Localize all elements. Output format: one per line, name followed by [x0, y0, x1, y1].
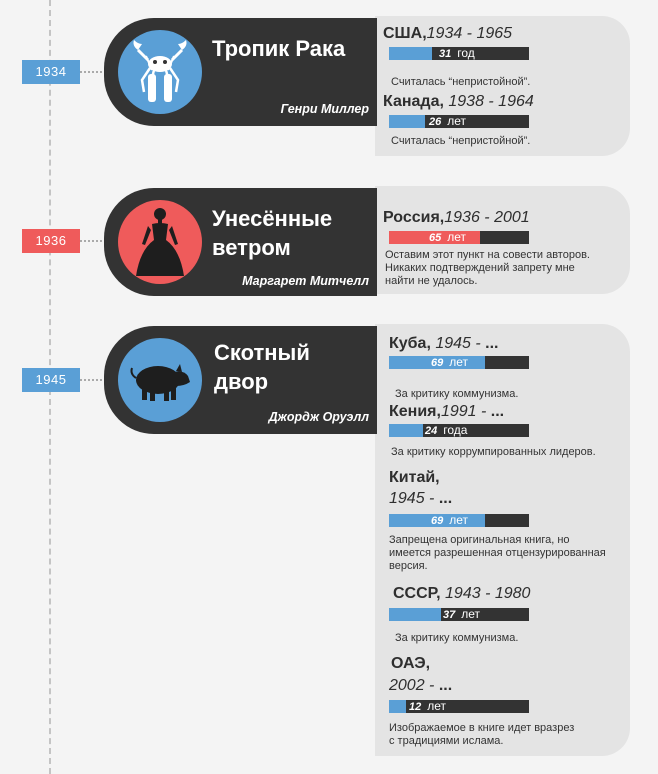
- ban-duration-unit: лет: [461, 607, 481, 621]
- ban-duration-value: 69: [431, 357, 444, 369]
- ban-note: Запрещена оригинальная книга, но имеется разрешенная отцензурированная версия.: [389, 534, 606, 572]
- ban-duration-unit: года: [443, 423, 468, 437]
- book-title: Тропик Рака: [212, 36, 346, 61]
- ban-duration-bar: [389, 47, 529, 60]
- crab-icon: [118, 30, 202, 114]
- ban-note: Изображаемое в книге идет вразрез с традициями ислама.: [389, 722, 575, 747]
- book-icon-circle: [118, 30, 202, 114]
- book-icon-circle: [118, 200, 202, 284]
- ban-duration-unit: лет: [447, 230, 467, 244]
- ban-duration-bar: [389, 356, 529, 369]
- ban-duration-unit: лет: [447, 114, 467, 128]
- ban-ongoing-mark: ...: [438, 677, 453, 694]
- book-card: [104, 188, 377, 296]
- ban-note: За критику коррумпированных лидеров.: [391, 446, 596, 458]
- ban-duration-fill: [389, 424, 423, 437]
- ban-country: США,: [383, 25, 427, 42]
- ban-note: Считалась “непристойной”.: [391, 76, 531, 88]
- ban-duration-bar: [389, 231, 529, 244]
- ban-country: Россия,: [383, 209, 445, 226]
- book-card: [104, 326, 377, 434]
- ban-duration-bar: [389, 608, 529, 621]
- year-badge: 1934: [22, 60, 80, 84]
- ban-country: Китай,: [389, 469, 440, 486]
- ban-duration-value: 65: [429, 232, 442, 244]
- ban-years: 1945 -: [430, 335, 486, 352]
- book-card: [104, 18, 377, 126]
- ban-duration-bar: [389, 700, 529, 713]
- ban-duration-fill: [389, 115, 425, 128]
- book-author: Генри Миллер: [280, 102, 369, 116]
- ban-duration-value: 31: [439, 48, 452, 60]
- book-icon-circle: [118, 338, 202, 422]
- ban-duration-unit: лет: [449, 513, 469, 527]
- ban-country: ОАЭ,: [391, 655, 431, 672]
- ban-duration-value: 26: [429, 116, 442, 128]
- ban-duration-unit: лет: [449, 355, 469, 369]
- ban-years: 2002 -: [389, 677, 439, 694]
- ban-years: 1943 - 1980: [440, 585, 531, 602]
- ban-country: Кения,: [389, 403, 441, 420]
- bans-panel: [375, 186, 630, 294]
- year-badge: 1936: [22, 229, 80, 253]
- ban-ongoing-mark: ...: [490, 403, 505, 420]
- ban-duration-fill: [389, 608, 441, 621]
- timeline-connector: [80, 71, 106, 73]
- ban-duration-bar: [389, 424, 529, 437]
- ban-duration-value: 12: [409, 701, 422, 713]
- ban-years: 1991 -: [440, 403, 491, 420]
- ban-duration-bar: [389, 115, 529, 128]
- ban-ongoing-mark: ...: [438, 490, 453, 507]
- ban-years: 1934 - 1965: [426, 25, 513, 42]
- ban-duration-fill: [389, 700, 406, 713]
- book-author: Маргарет Митчелл: [242, 274, 369, 288]
- ban-duration-unit: лет: [427, 699, 447, 713]
- timeline-connector: [80, 379, 106, 381]
- ban-years: 1938 - 1964: [443, 93, 534, 110]
- ban-note: Оставим этот пункт на совести авторов. Никаких подтверждений запрету мне найти не удалось.: [385, 249, 590, 287]
- ban-duration-value: 69: [431, 515, 444, 527]
- book-author: Джордж Оруэлл: [268, 410, 369, 424]
- ban-country: Канада,: [383, 93, 444, 110]
- ban-country: Куба,: [389, 335, 431, 352]
- ban-duration-value: 24: [425, 425, 438, 437]
- ban-note: Считалась “непристойной”.: [391, 135, 531, 147]
- lady-in-dress-icon: [118, 200, 202, 284]
- bans-panel: [375, 16, 630, 156]
- pig-icon: [118, 338, 202, 422]
- book-title: Скотный двор: [214, 340, 310, 394]
- ban-duration-value: 37: [443, 609, 456, 621]
- book-title: Унесённые ветром: [212, 206, 333, 260]
- ban-note: За критику коммунизма.: [395, 632, 519, 644]
- ban-years: 1936 - 2001: [444, 209, 530, 226]
- ban-ongoing-mark: ...: [485, 335, 499, 352]
- ban-country: СССР,: [393, 585, 441, 602]
- bans-panel: [375, 324, 630, 756]
- ban-duration-fill: [389, 47, 432, 60]
- year-badge: 1945: [22, 368, 80, 392]
- ban-duration-unit: год: [457, 46, 475, 60]
- ban-years: 1945 -: [389, 490, 439, 507]
- ban-duration-bar: [389, 514, 529, 527]
- timeline-connector: [80, 240, 106, 242]
- ban-note: За критику коммунизма.: [395, 388, 519, 400]
